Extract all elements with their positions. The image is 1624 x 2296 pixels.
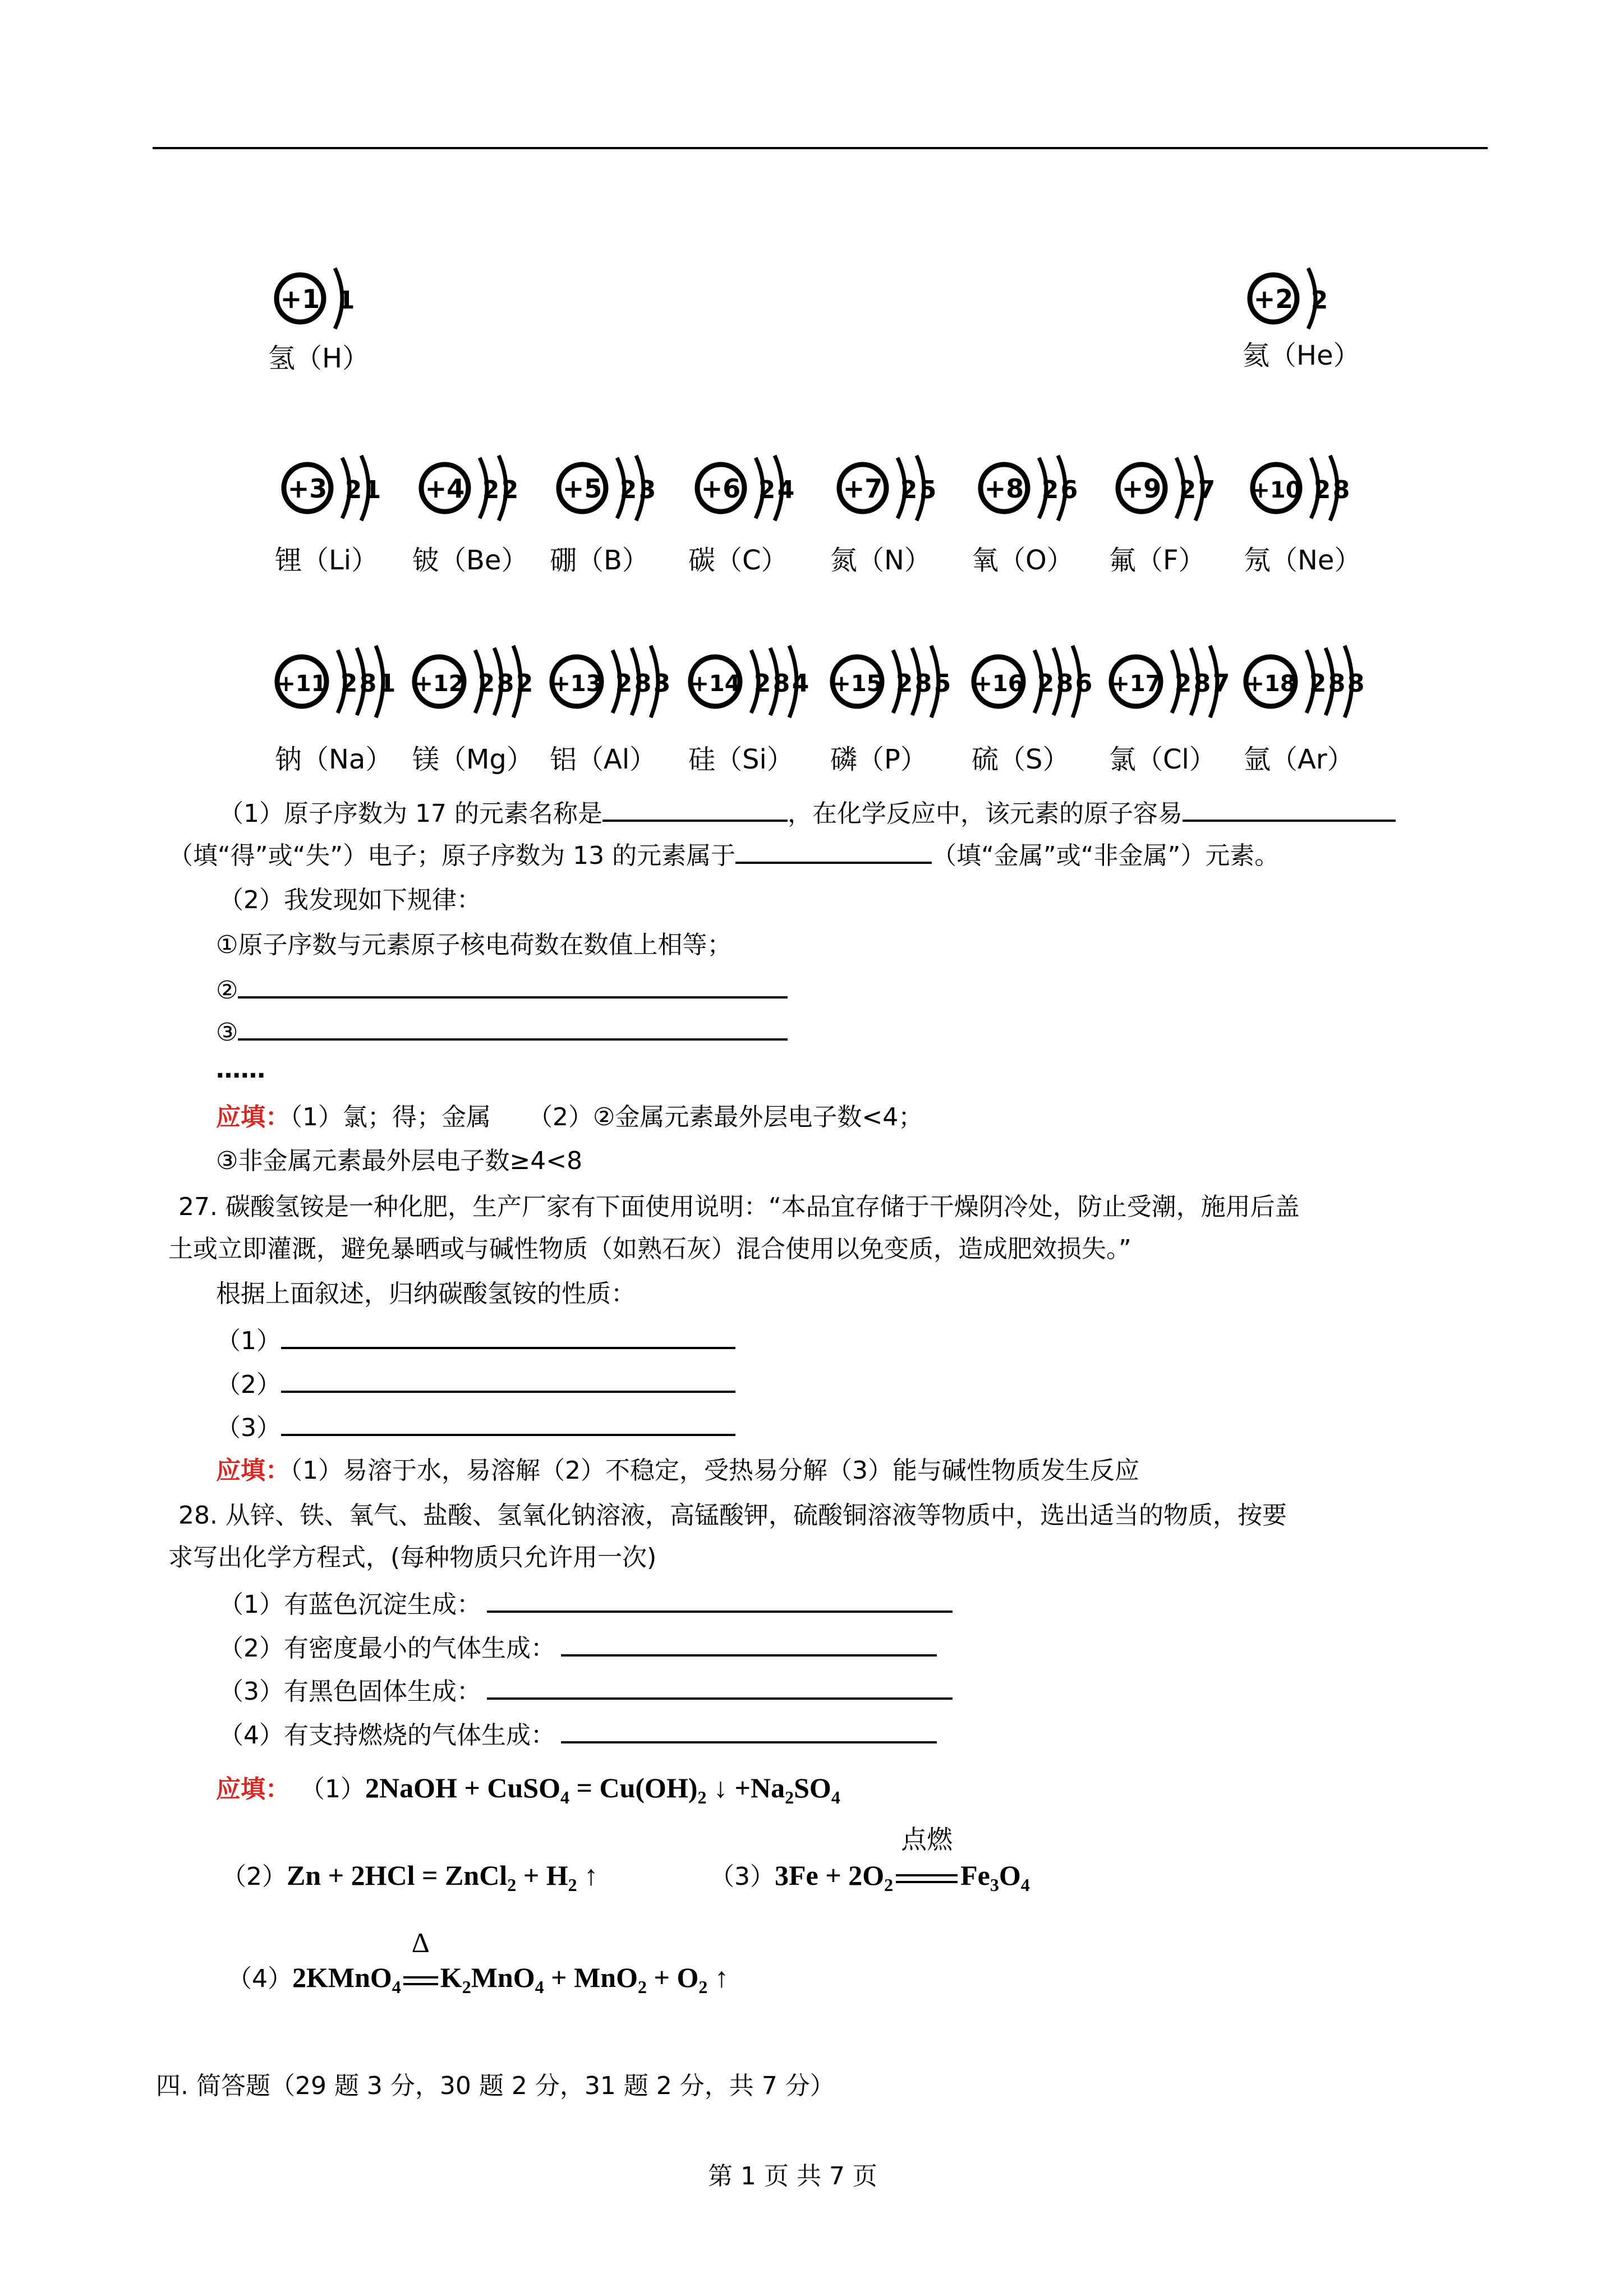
shell-electron-count: 8 <box>1056 669 1074 698</box>
shell-electron-count: 3 <box>653 669 671 698</box>
element-name-label: 氟（F） <box>1109 545 1206 576</box>
eq3-num: （3） <box>710 1862 775 1891</box>
q26-l2a: （填“得”或“失”）电子；原子序数为 13 的元素属于 <box>168 841 736 870</box>
row3-atom-5 <box>972 646 1092 775</box>
shell-electron-count: 8 <box>1193 669 1211 698</box>
shell-electron-count: 2 <box>753 669 771 698</box>
shell-electron-count: 4 <box>792 669 809 698</box>
shell-electron-count: 8 <box>772 669 790 698</box>
nucleus-charge: +4 <box>425 473 465 504</box>
element-name-label: 镁（Mg） <box>412 744 533 775</box>
row2-atom-1 <box>412 455 528 576</box>
shell-electron-count: 7 <box>1198 476 1216 504</box>
q27-b1: （1） <box>216 1327 281 1355</box>
shell-electron-count: 2 <box>477 669 495 698</box>
q27-b2: （2） <box>216 1370 281 1399</box>
element-name-label: 氮（N） <box>830 545 931 576</box>
nucleus-charge: +13 <box>551 671 602 697</box>
shell-electron-count: 1 <box>337 286 355 315</box>
q26-l6: ③ <box>216 1018 238 1047</box>
nucleus-charge: +16 <box>973 671 1024 697</box>
shell-electron-count: 4 <box>777 476 795 504</box>
row2-atom-0 <box>275 455 381 576</box>
q26-line1 <box>219 799 1396 826</box>
shell-electron-count: 2 <box>1041 476 1059 504</box>
q28-item1 <box>219 1590 953 1617</box>
eq4-num: （4） <box>227 1964 292 1993</box>
element-name-label: 氯（Cl） <box>1109 744 1216 775</box>
shell-electron-count: 2 <box>900 476 918 504</box>
nucleus-charge: +11 <box>277 671 327 697</box>
shell-electron-count: 8 <box>1347 669 1365 698</box>
q27-blank-3[interactable] <box>281 1414 735 1436</box>
q27-blank-2[interactable] <box>281 1370 735 1393</box>
shell-electron-count: 2 <box>1310 286 1328 315</box>
shell-electron-count: 8 <box>359 669 377 698</box>
equation-4: （4）2KMnO$_4$ Δ $K_2MnO_4 + MnO_2 + O_2$ ↑ <box>227 1927 729 1997</box>
q26-l1a: （1）原子序数为 17 的元素名称是 <box>219 799 602 828</box>
element-name-label: 硼（B） <box>550 545 649 576</box>
q26-blank-metal[interactable] <box>735 841 932 864</box>
nucleus-charge: +5 <box>562 473 602 504</box>
element-name-label: 氢（H） <box>268 343 370 374</box>
row2-atom-2 <box>550 455 656 576</box>
shell-electron-count: 6 <box>1075 669 1093 698</box>
row3-atom-4 <box>830 646 951 775</box>
row1-atom-0 <box>268 268 369 374</box>
row3-atom-2 <box>550 646 670 775</box>
nucleus-charge: +18 <box>1245 671 1296 697</box>
q26-answer1 <box>216 1105 923 1130</box>
q26-line5 <box>216 976 788 1003</box>
shell-electron-count: 6 <box>1060 476 1078 504</box>
q26-blank-rule2[interactable] <box>238 976 788 999</box>
q26-line6 <box>216 1018 788 1045</box>
row3-atom-7 <box>1244 646 1364 775</box>
eq2-num: （2） <box>222 1862 287 1891</box>
shell-electron-count: 2 <box>482 476 500 504</box>
row2-atom-6 <box>1109 455 1215 576</box>
q26-blank-rule3[interactable] <box>238 1018 788 1041</box>
q28-i4: （4）有支持燃烧的气体生成： <box>219 1721 555 1750</box>
row3-atom-3 <box>688 646 809 775</box>
row1-atom-1 <box>1243 268 1360 371</box>
q26-line2 <box>168 841 1279 868</box>
element-name-label: 硅（Si） <box>688 744 794 775</box>
q27-line3: 根据上面叙述，归纳碳酸氢铵的性质： <box>216 1280 636 1308</box>
shell-electron-count: 5 <box>933 669 951 698</box>
q27-blank-1[interactable] <box>281 1327 735 1349</box>
q26-line3: （2）我发现如下规律： <box>219 886 481 914</box>
q27-answer-label: 应填： <box>216 1456 290 1485</box>
q28-blank-2[interactable] <box>561 1634 937 1657</box>
nucleus-charge: +14 <box>690 671 740 697</box>
q27-answer <box>216 1458 1139 1483</box>
q26-l5: ② <box>216 976 238 1005</box>
q26-answer-label: 应填： <box>216 1103 290 1131</box>
shell-electron-count: 2 <box>1313 476 1331 504</box>
q26-blank-element-name[interactable] <box>602 799 788 822</box>
shell-electron-count: 8 <box>1328 669 1346 698</box>
nucleus-charge: +7 <box>843 473 883 504</box>
element-name-label: 碳（C） <box>688 545 788 576</box>
q28-item4 <box>219 1721 937 1748</box>
q28-line1: 28. 从锌、铁、氧气、盐酸、氢氧化钠溶液，高锰酸钾，硫酸铜溶液等物质中，选出适当的物质，按要 <box>178 1501 1287 1530</box>
nucleus-charge: +2 <box>1253 284 1294 314</box>
shell-electron-count: 7 <box>1212 669 1230 698</box>
q28-i1: （1）有蓝色沉淀生成： <box>219 1590 481 1619</box>
q27-b3: （3） <box>216 1414 281 1442</box>
element-name-label: 锂（Li） <box>275 545 379 576</box>
nucleus-charge: +6 <box>701 473 741 504</box>
element-name-label: 硫（S） <box>972 744 1070 775</box>
row2-atom-7 <box>1244 455 1361 576</box>
shell-electron-count: 8 <box>496 669 514 698</box>
nucleus-charge: +9 <box>1121 473 1162 504</box>
q27-line1: 27. 碳酸氢铵是一种化肥，生产厂家有下面使用说明：“本品宜存储于干燥阴冷处，防止受潮，施用后盖 <box>178 1193 1300 1221</box>
shell-electron-count: 8 <box>634 669 652 698</box>
shell-electron-count: 2 <box>619 476 637 504</box>
q28-blank-4[interactable] <box>561 1721 937 1743</box>
shell-electron-count: 2 <box>1037 669 1055 698</box>
shell-electron-count: 1 <box>378 669 396 698</box>
section-4-heading: 四. 简答题（29 题 3 分，30 题 2 分，31 题 2 分，共 7 分） <box>156 2072 835 2100</box>
shell-electron-count: 2 <box>758 476 776 504</box>
element-name-label: 氩（Ar） <box>1244 744 1354 775</box>
q26-line7: …… <box>216 1055 265 1084</box>
row3-atom-6 <box>1109 646 1230 775</box>
shell-electron-count: 2 <box>516 669 533 698</box>
q27-answer-text: （1）易溶于水，易溶解（2）不稳定，受热易分解（3）能与碱性物质发生反应 <box>290 1456 1139 1485</box>
q28-blank-3[interactable] <box>487 1677 953 1700</box>
shell-electron-count: 2 <box>1174 669 1192 698</box>
q27-blank1 <box>216 1327 735 1354</box>
q26-answer2: ③非金属元素最外层电子数≥4<8 <box>216 1147 583 1175</box>
nucleus-charge: +1 <box>280 284 320 314</box>
nucleus-charge: +12 <box>414 671 464 697</box>
q27-blank3 <box>216 1414 735 1441</box>
shell-electron-count: 5 <box>919 476 937 504</box>
shell-electron-count: 8 <box>1332 476 1350 504</box>
shell-electron-count: 2 <box>1309 669 1327 698</box>
q28-answer-label: 应填： <box>216 1775 290 1803</box>
shell-electron-count: 2 <box>615 669 633 698</box>
q26-l2b: （填“金属”或“非金属”）元素。 <box>932 841 1280 870</box>
shell-electron-count: 2 <box>501 476 519 504</box>
row2-atom-3 <box>688 455 794 576</box>
nucleus-charge: +3 <box>287 473 328 504</box>
page-footer: 第 1 页 共 7 页 <box>708 2162 877 2191</box>
q26-blank-gain-lose[interactable] <box>1183 799 1396 822</box>
element-name-label: 氖（Ne） <box>1244 545 1361 576</box>
q27-line2: 土或立即灌溉，避免暴晒或与碱性物质（如熟石灰）混合使用以免变质，造成肥效损失。” <box>168 1235 1131 1263</box>
equation-2: （2）Zn + 2HCl = ZnCl$_2$ + $H_2$ ↑ <box>222 1860 599 1895</box>
row3-atom-1 <box>412 646 533 775</box>
element-name-label: 铍（Be） <box>412 545 528 576</box>
q28-item3 <box>219 1677 953 1704</box>
q28-line2: 求写出化学方程式，(每种物质只允许用一次) <box>168 1543 657 1572</box>
shell-electron-count: 1 <box>364 476 381 504</box>
shell-electron-count: 2 <box>895 669 913 698</box>
q28-item2 <box>219 1634 937 1661</box>
nucleus-charge: +8 <box>984 473 1024 504</box>
eq4-condition: Δ <box>411 1927 430 1958</box>
equation-1: （1）2NaOH + CuSO$_4$ = $Cu(OH)_2$ ↓ $+Na_2SO_4$ <box>300 1772 840 1807</box>
shell-electron-count: 3 <box>638 476 656 504</box>
q28-i2: （2）有密度最小的气体生成： <box>219 1634 555 1663</box>
element-name-label: 磷（P） <box>830 744 927 775</box>
nucleus-charge: +17 <box>1111 671 1161 697</box>
row2-atom-5 <box>972 455 1078 576</box>
shell-electron-count: 2 <box>340 669 358 698</box>
row2-atom-4 <box>830 455 936 576</box>
nucleus-charge: +15 <box>832 671 882 697</box>
atom-structure-diagrams <box>0 0 1624 797</box>
element-name-label: 钠（Na） <box>275 744 393 775</box>
q28-blank-1[interactable] <box>487 1590 953 1613</box>
equation-3: $(3)3Fe + 2O_2$ 点燃 $Fe_3O_4$ <box>710 1824 1030 1895</box>
q26-line4: ①原子序数与元素原子核电荷数在数值上相等； <box>216 931 732 959</box>
nucleus-charge: +10 <box>1251 477 1301 503</box>
eq3-condition: 点燃 <box>901 1824 953 1855</box>
q26-answer-text1: （1）氯；得；金属 （2）②金属元素最外层电子数<4； <box>290 1103 923 1131</box>
q26-l1b: ，在化学反应中，该元素的原子容易 <box>787 799 1183 828</box>
eq1-num: （1） <box>300 1775 365 1803</box>
element-name-label: 铝（Al） <box>550 744 657 775</box>
row3-atom-0 <box>275 646 395 775</box>
element-name-label: 氦（He） <box>1243 340 1360 371</box>
shell-electron-count: 2 <box>1179 476 1197 504</box>
q27-blank2 <box>216 1370 735 1397</box>
shell-electron-count: 8 <box>914 669 932 698</box>
shell-electron-count: 2 <box>344 476 362 504</box>
q28-i3: （3）有黑色固体生成： <box>219 1677 481 1706</box>
element-name-label: 氧（O） <box>972 545 1074 576</box>
